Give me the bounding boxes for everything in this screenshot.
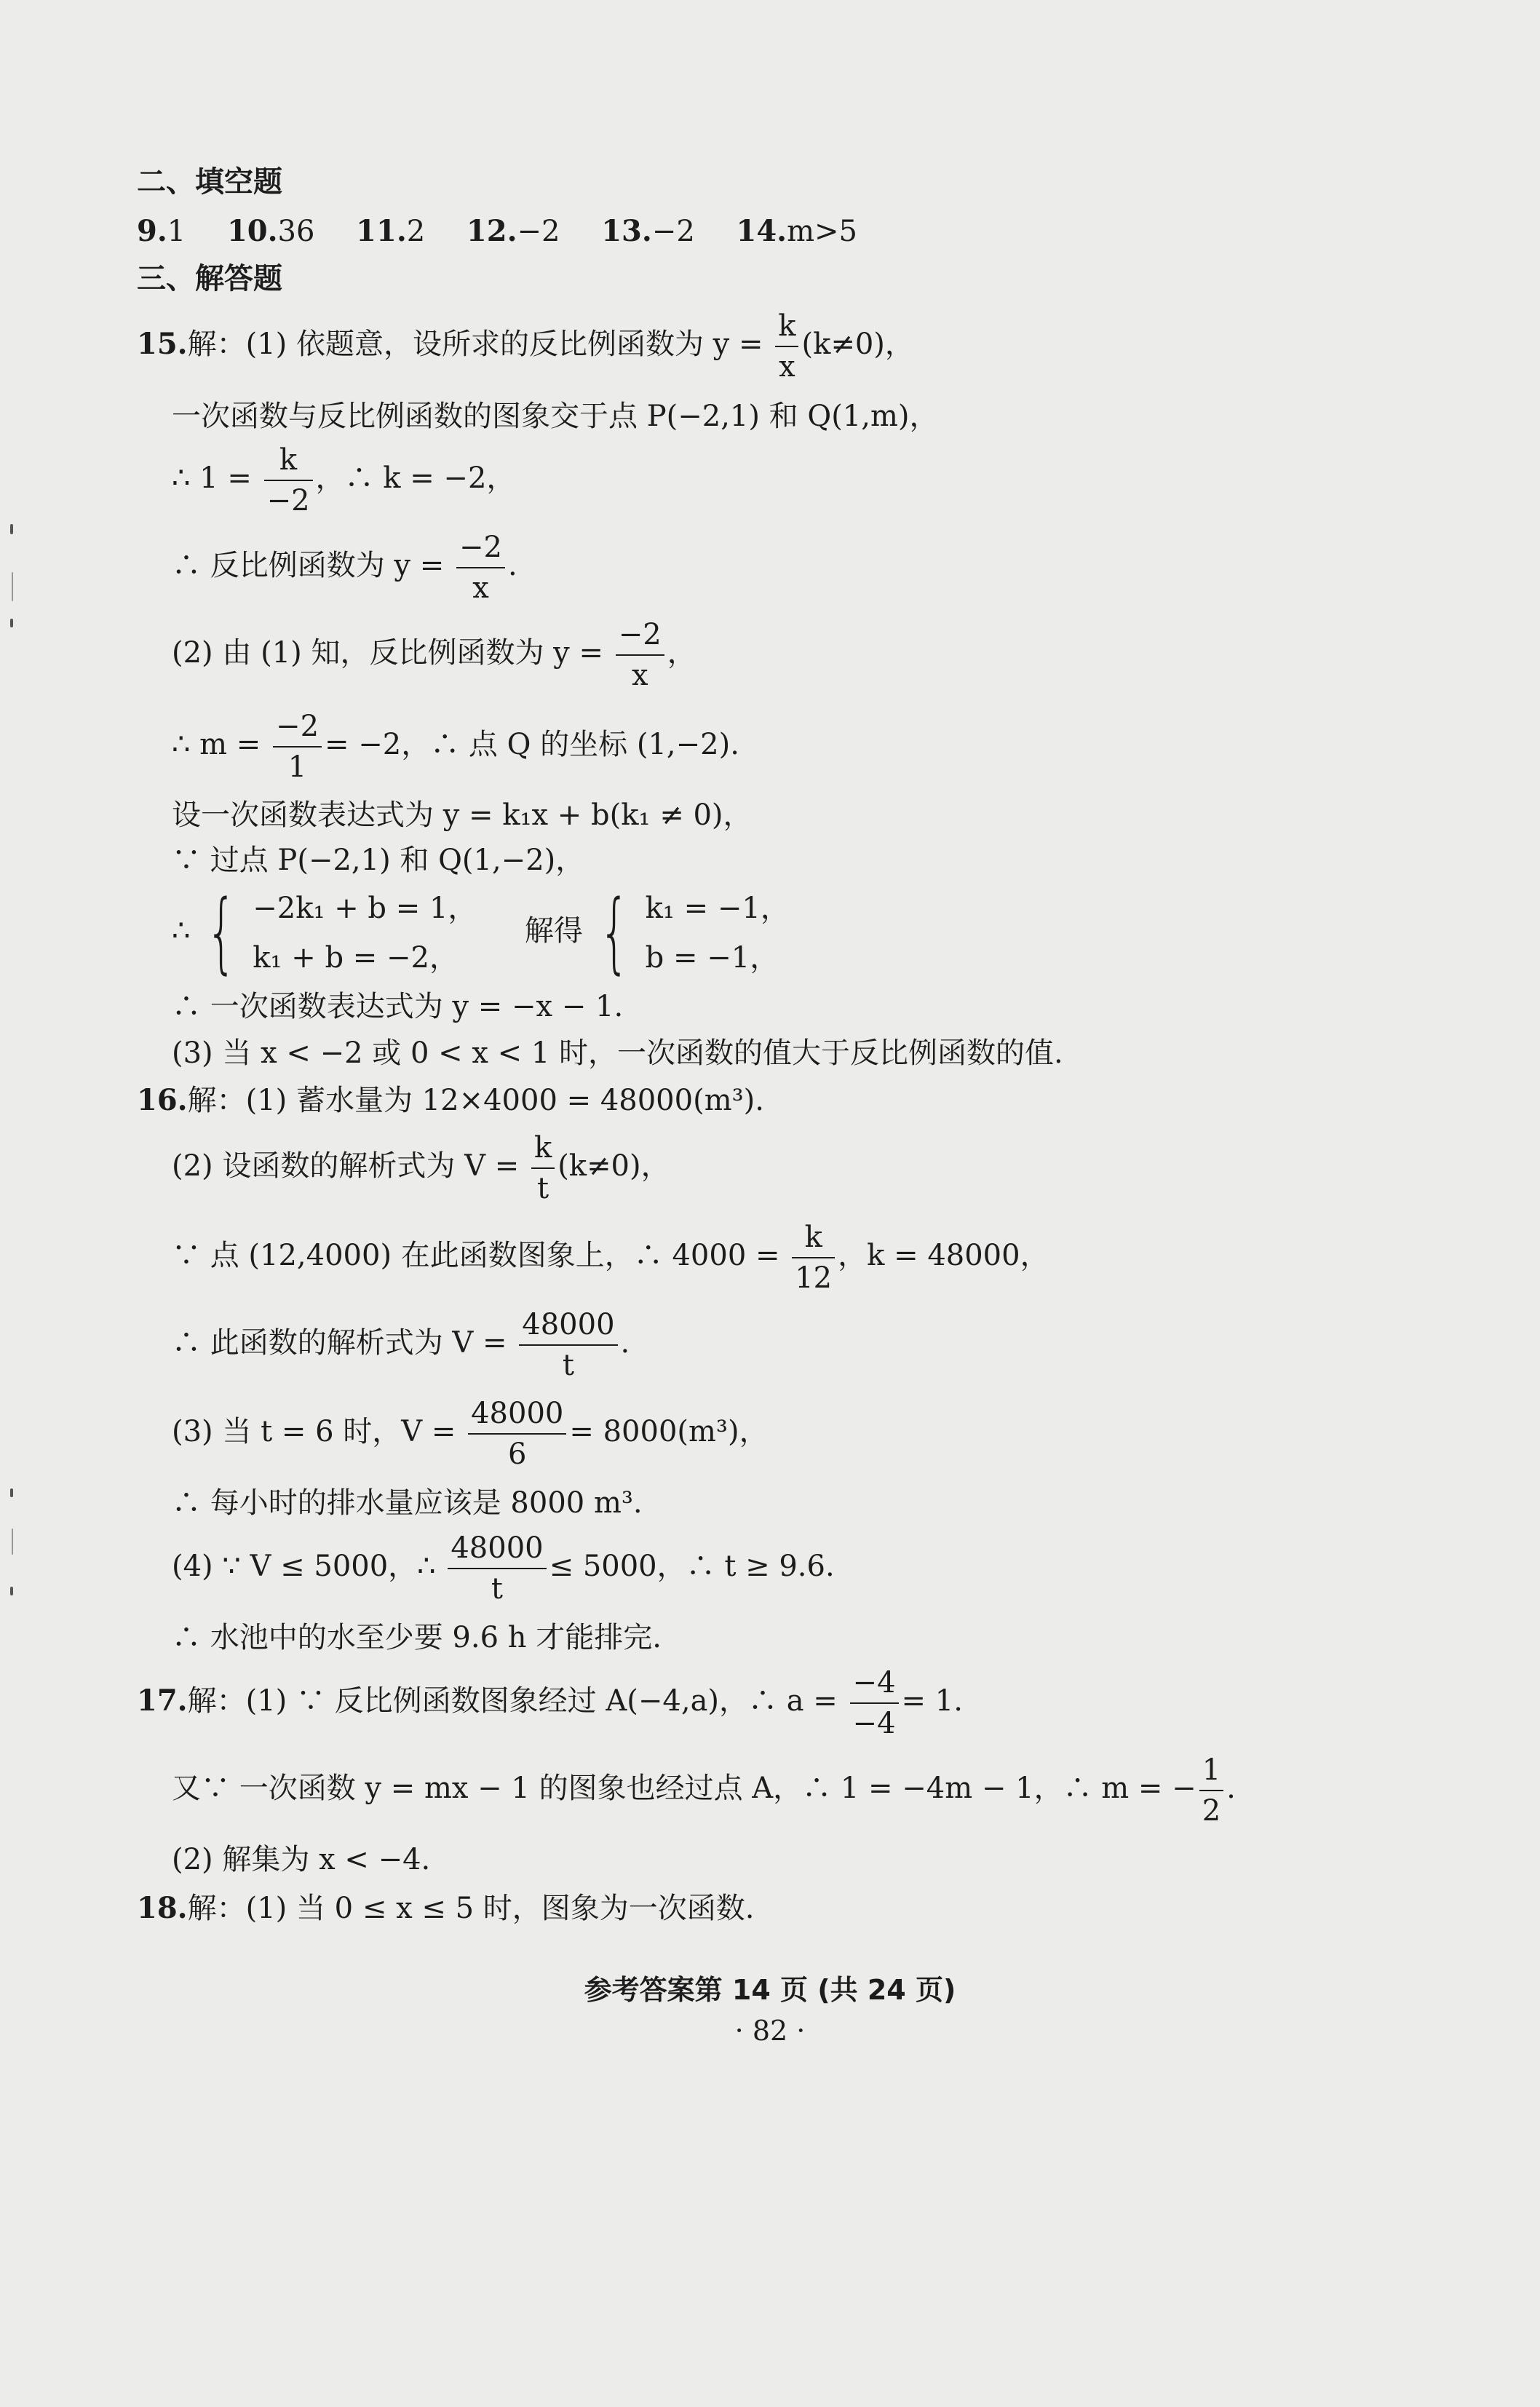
text: . [1226, 1772, 1236, 1805]
q15-line-6 [172, 710, 739, 784]
text: 解得 [524, 914, 583, 948]
text: = 1. [901, 1684, 963, 1718]
text: ∴ 反比例函数为 y = [172, 549, 445, 582]
q15-line-1 [137, 309, 914, 384]
scan-mark [12, 572, 13, 601]
answer-number: 14. [736, 214, 787, 248]
q16-line-5 [172, 1397, 769, 1471]
question-number: 18. [137, 1891, 188, 1925]
q17-line-1 [137, 1666, 963, 1740]
fraction: $\frac{-2}{1}$ [273, 710, 322, 784]
q15-line-11: (3) 当 x < −2 或 0 < x < 1 时，一次函数的值大于反比例函数的值. [172, 1036, 1063, 1070]
scan-mark [10, 524, 13, 534]
section-heading-solve: 三、解答题 [137, 262, 282, 296]
fill-answers-row [137, 214, 857, 248]
q15-equation-systems [172, 884, 790, 983]
fraction: $\frac{1}{2}$ [1199, 1753, 1223, 1828]
fraction: $\frac{48000}{t}$ [448, 1531, 546, 1606]
answer-number: 11. [356, 214, 407, 248]
answer-number: 10. [226, 214, 278, 248]
text: ∵ 点 (12,4000) 在此函数图象上，∴ 4000 = [172, 1239, 780, 1272]
text: (k≠0)， [557, 1149, 670, 1183]
fraction: $\frac{-2}{x}$ [616, 618, 664, 692]
text: (k≠0)， [801, 328, 914, 361]
answer-number: 13. [601, 214, 652, 248]
text: 解：(1) 当 0 ≤ x ≤ 5 时，图象为一次函数. [187, 1892, 755, 1925]
answer-number: 12. [466, 214, 517, 248]
q15-line-3 [172, 443, 515, 518]
equation-system: k₁ = −1， b = −1， [645, 892, 790, 975]
text: ，∴ k = −2， [315, 461, 516, 495]
q16-line-3 [172, 1221, 1049, 1295]
fraction: $\frac{-4}{-4}$ [850, 1666, 899, 1740]
text: (2) 由 (1) 知，反比例函数为 y = [172, 636, 604, 670]
q16-line-8: ∴ 水池中的水至少要 9.6 h 才能排完. [172, 1621, 662, 1654]
equation-system: −2k₁ + b = 1， k₁ + b = −2， [253, 892, 477, 975]
q15-line-5 [172, 618, 696, 692]
answer-value: m>5 [787, 215, 857, 248]
answer-value: −2 [517, 215, 560, 248]
page-footer: 参考答案第 14 页 (共 24 页) [584, 1974, 956, 2006]
text: ∴ [172, 914, 191, 948]
q15-line-7: 设一次函数表达式为 y = k₁x + b(k₁ ≠ 0)， [172, 798, 753, 832]
scan-mark [12, 1528, 13, 1555]
answer-value: 36 [277, 215, 315, 248]
fraction: $\frac{-2}{x}$ [456, 531, 505, 605]
question-number: 16. [137, 1083, 188, 1117]
page-number: · 82 · [734, 2015, 806, 2047]
text: . [620, 1326, 630, 1360]
scan-mark [10, 1587, 13, 1595]
text: (4) ∵ V ≤ 5000，∴ [172, 1550, 436, 1583]
text: . [507, 549, 517, 582]
scan-mark [10, 619, 13, 627]
q16-line-4 [172, 1308, 630, 1382]
question-number: 15. [137, 327, 188, 361]
text: 解：(1) 依题意，设所求的反比例函数为 y = [187, 328, 763, 361]
text: ∴ 此函数的解析式为 V = [172, 1326, 507, 1360]
left-brace: { [206, 882, 237, 983]
text: (2) 设函数的解析式为 V = [172, 1149, 520, 1183]
q17-line-3: (2) 解集为 x < −4. [172, 1843, 431, 1876]
q16-line-7 [172, 1531, 835, 1606]
text: 又∵ 一次函数 y = mx − 1 的图象也经过点 A，∴ 1 = −4m − 1，∴ m = − [172, 1772, 1196, 1805]
text: = 8000(m³)， [569, 1415, 769, 1448]
text: ∴ m = [172, 728, 261, 761]
q16-line-2 [172, 1131, 670, 1205]
left-brace: { [598, 882, 630, 983]
q16-line-6: ∴ 每小时的排水量应该是 8000 m³. [172, 1486, 643, 1520]
fraction: $\frac{48000}{t}$ [519, 1308, 617, 1382]
q16-line-1 [137, 1083, 764, 1117]
text: ≤ 5000，∴ t ≥ 9.6. [549, 1550, 835, 1583]
q15-line-8: ∵ 过点 P(−2,1) 和 Q(1,−2)， [172, 844, 585, 877]
question-number: 17. [137, 1684, 188, 1718]
fraction: $\frac{k}{12}$ [792, 1221, 835, 1295]
q15-line-2: 一次函数与反比例函数的图象交于点 P(−2,1) 和 Q(1,m)， [172, 400, 939, 433]
answer-value: −2 [651, 215, 695, 248]
section-heading-fill: 二、填空题 [137, 165, 282, 199]
q15-line-4 [172, 531, 517, 605]
text: ∴ 1 = [172, 461, 252, 495]
text: 解：(1) 蓄水量为 12×4000 = 48000(m³). [187, 1084, 764, 1117]
text: (3) 当 t = 6 时，V = [172, 1415, 456, 1448]
text: ， [667, 636, 696, 670]
q17-line-2 [172, 1753, 1236, 1828]
text: = −2，∴ 点 Q 的坐标 (1,−2). [325, 728, 739, 761]
q15-line-10: ∴ 一次函数表达式为 y = −x − 1. [172, 990, 624, 1023]
fraction: $\frac{k}{-2}$ [264, 443, 313, 518]
q18-line-1 [137, 1891, 755, 1925]
answer-value: 1 [167, 215, 186, 248]
fraction: $\frac{k}{x}$ [775, 309, 798, 384]
answer-number: 9. [137, 214, 167, 248]
text: ，k = 48000， [838, 1239, 1049, 1272]
fraction: $\frac{k}{t}$ [531, 1131, 555, 1205]
text: 解：(1) ∵ 反比例函数图象经过 A(−4,a)，∴ a = [187, 1684, 838, 1718]
scan-mark [10, 1488, 13, 1497]
fraction: $\frac{48000}{6}$ [468, 1397, 566, 1471]
answer-value: 2 [406, 215, 426, 248]
